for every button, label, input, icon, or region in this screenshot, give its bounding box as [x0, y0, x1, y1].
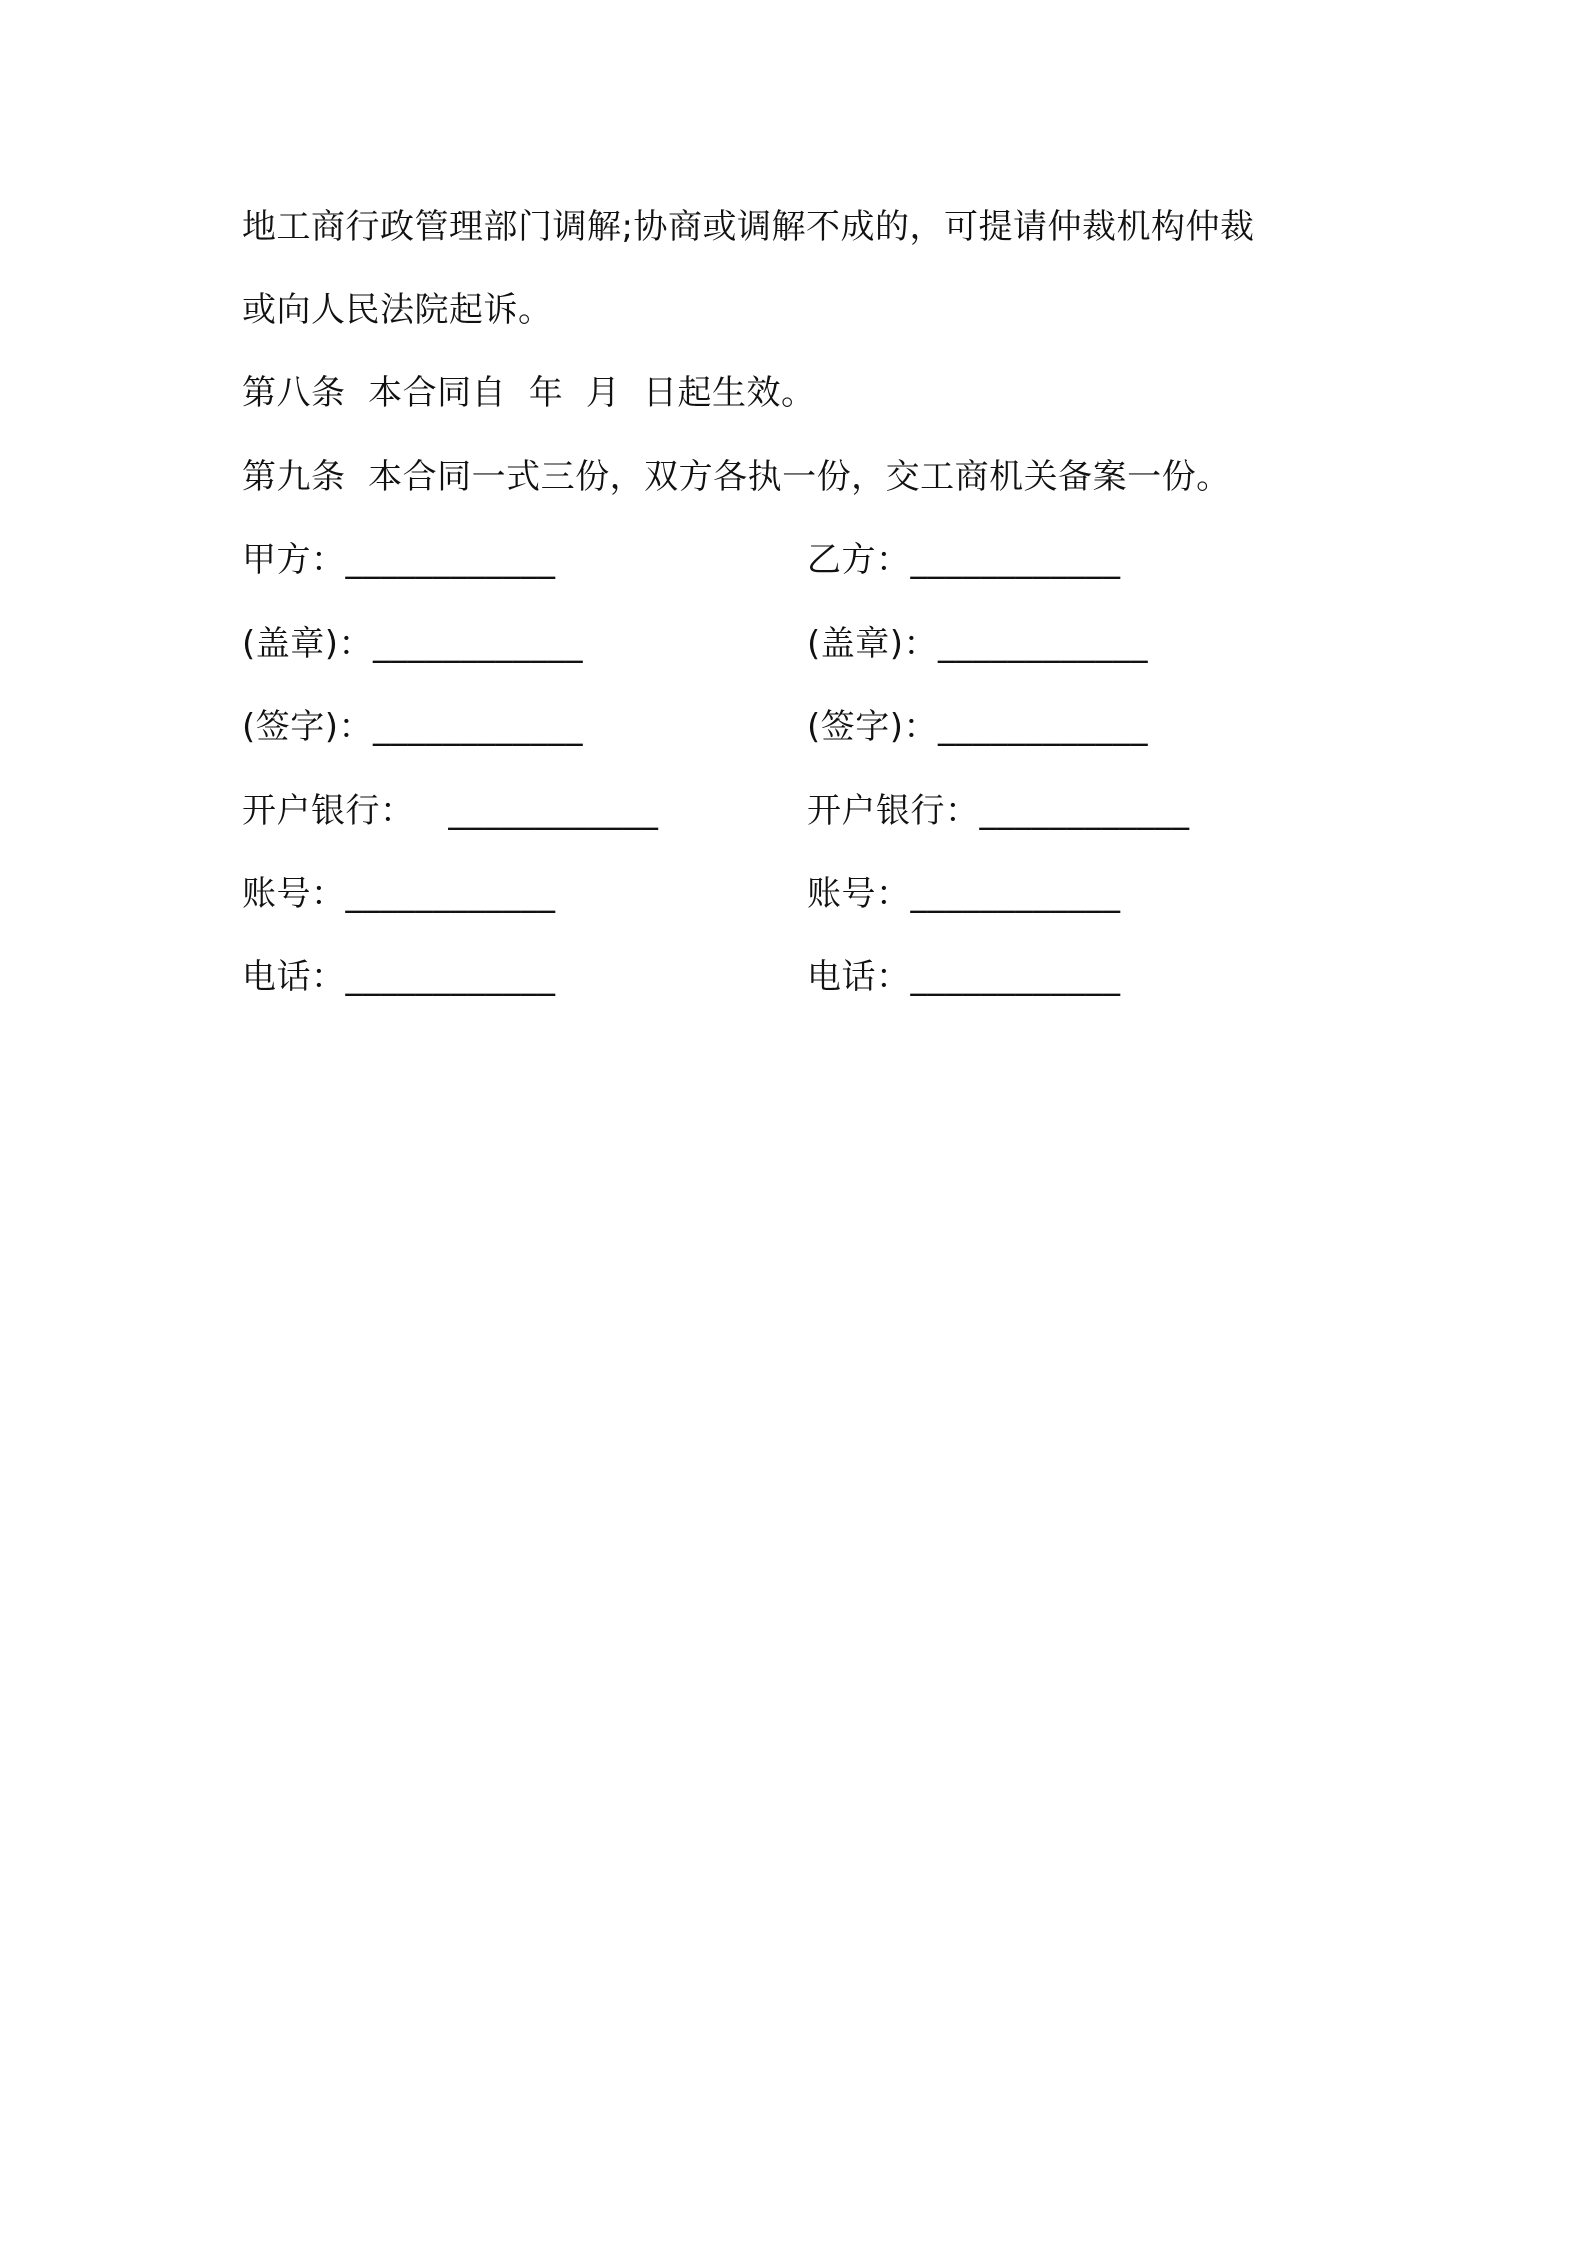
party-b-sign: (签字)：____________: [807, 707, 1149, 747]
signature-row-bank: [242, 791, 1342, 835]
signature-row-account: [242, 874, 1342, 918]
party-a-phone: 电话：____________: [242, 957, 556, 997]
party-a-account: 账号：____________: [242, 874, 556, 914]
party-a-label: 甲方：____________: [242, 540, 556, 580]
party-b-label: 乙方：____________: [807, 540, 1121, 580]
body-line-2: 或向人民法院起诉。: [242, 290, 553, 330]
body-line-1: 地工商行政管理部门调解;协商或调解不成的，可提请仲裁机构仲裁: [242, 207, 1255, 247]
party-a-sign: (签字)：____________: [242, 707, 584, 747]
party-b-phone: 电话：____________: [807, 957, 1121, 997]
party-b-bank: 开户银行：____________: [807, 791, 1190, 831]
clause-eight: 第八条 本合同自 年 月 日起生效。: [242, 373, 816, 413]
party-b-account: 账号：____________: [807, 874, 1121, 914]
signature-row-sign: [242, 707, 1342, 751]
party-b-seal: (盖章)：____________: [807, 624, 1149, 664]
signature-row-party: [242, 540, 1342, 584]
clause-nine: 第九条 本合同一式三份，双方各执一份，交工商机关备案一份。: [242, 457, 1231, 497]
signature-row-seal: [242, 624, 1342, 668]
party-a-bank: 开户银行： ____________: [242, 791, 659, 831]
party-a-seal: (盖章)：____________: [242, 624, 584, 664]
signature-row-phone: [242, 957, 1342, 1001]
